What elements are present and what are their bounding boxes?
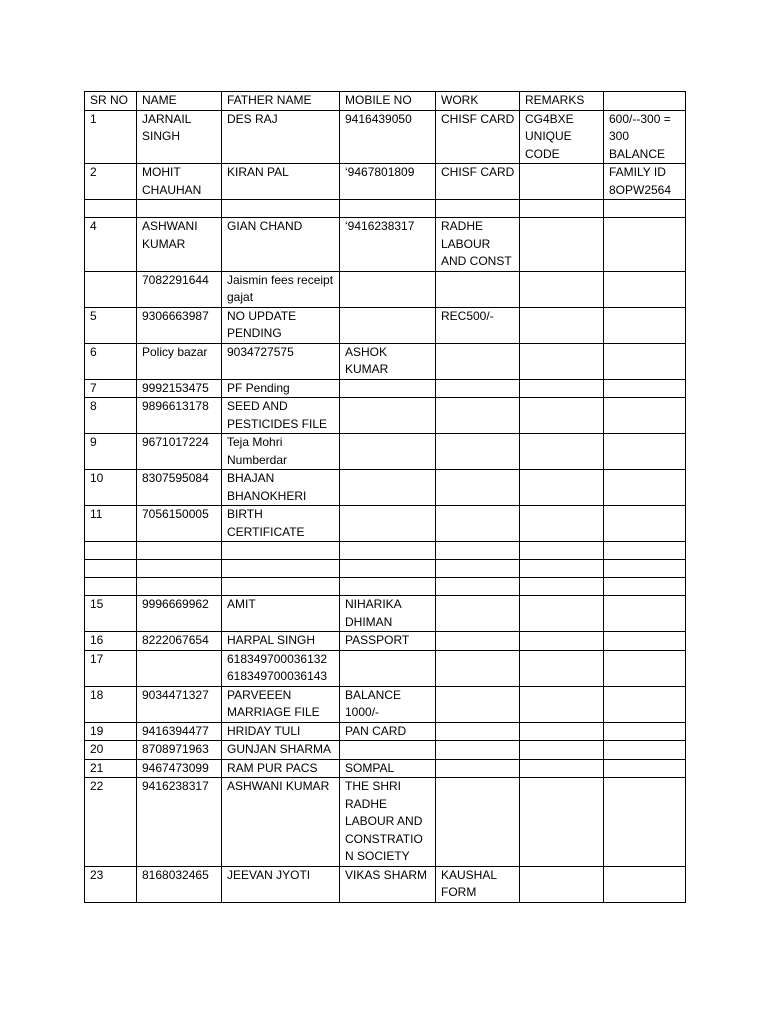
table-row (85, 343, 686, 379)
cell-name: MOHIT CHAUHAN (137, 164, 222, 200)
cell-father-name: 618349700036132 618349700036143 (222, 650, 340, 686)
cell-name: 8222067654 (137, 632, 222, 651)
cell-sr-no: 15 (85, 596, 137, 632)
table-row (85, 218, 686, 272)
cell-mobile-no (340, 578, 436, 596)
cell-sr-no: 11 (85, 506, 137, 542)
cell-name: 9896613178 (137, 398, 222, 434)
cell-work (436, 722, 520, 741)
cell-father-name (222, 542, 340, 560)
cell-father-name: RAM PUR PACS (222, 759, 340, 778)
table-row (85, 866, 686, 902)
cell-sr-no: 5 (85, 307, 137, 343)
table-row (85, 307, 686, 343)
cell-sr-no (85, 578, 137, 596)
cell-extra (604, 379, 686, 398)
cell-father-name: Jaismin fees receipt gajat (222, 271, 340, 307)
table-row (85, 271, 686, 307)
cell-work (436, 200, 520, 218)
cell-work: CHISF CARD (436, 164, 520, 200)
cell-work (436, 578, 520, 596)
cell-mobile-no (340, 271, 436, 307)
cell-extra (604, 92, 686, 111)
cell-sr-no: 7 (85, 379, 137, 398)
cell-remarks (520, 506, 604, 542)
cell-remarks (520, 778, 604, 867)
cell-remarks (520, 398, 604, 434)
cell-remarks (520, 542, 604, 560)
cell-remarks (520, 741, 604, 760)
cell-sr-no (85, 200, 137, 218)
cell-sr-no: 20 (85, 741, 137, 760)
cell-name: 8708971963 (137, 741, 222, 760)
cell-mobile-no (340, 434, 436, 470)
cell-name: 9306663987 (137, 307, 222, 343)
cell-father-name: KIRAN PAL (222, 164, 340, 200)
cell-extra (604, 596, 686, 632)
cell-work (436, 741, 520, 760)
cell-extra: FAMILY ID 8OPW2564 (604, 164, 686, 200)
cell-work: KAUSHAL FORM (436, 866, 520, 902)
cell-name: Policy bazar (137, 343, 222, 379)
cell-sr-no: 10 (85, 470, 137, 506)
cell-work (436, 271, 520, 307)
table-row (85, 578, 686, 596)
cell-mobile-no: ASHOK KUMAR (340, 343, 436, 379)
cell-sr-no: 2 (85, 164, 137, 200)
cell-extra (604, 307, 686, 343)
cell-remarks (520, 560, 604, 578)
table-row (85, 506, 686, 542)
cell-extra (604, 778, 686, 867)
cell-work (436, 632, 520, 651)
table-row (85, 379, 686, 398)
cell-sr-no (85, 560, 137, 578)
cell-sr-no: 19 (85, 722, 137, 741)
cell-extra (604, 686, 686, 722)
cell-remarks (520, 632, 604, 651)
cell-mobile-no (340, 650, 436, 686)
cell-extra (604, 578, 686, 596)
cell-name (137, 578, 222, 596)
cell-work (436, 434, 520, 470)
cell-extra (604, 343, 686, 379)
table-row (85, 686, 686, 722)
table-row (85, 632, 686, 651)
cell-sr-no (85, 542, 137, 560)
cell-father-name: BHAJAN BHANOKHERI (222, 470, 340, 506)
cell-extra: 600/--300 = 300 BALANCE (604, 110, 686, 164)
cell-extra (604, 560, 686, 578)
cell-mobile-no: PAN CARD (340, 722, 436, 741)
cell-name: NAME (137, 92, 222, 111)
table-body (85, 92, 686, 903)
cell-extra (604, 434, 686, 470)
cell-mobile-no (340, 307, 436, 343)
table-row (85, 596, 686, 632)
cell-remarks (520, 722, 604, 741)
cell-extra (604, 722, 686, 741)
cell-remarks (520, 379, 604, 398)
cell-sr-no: 8 (85, 398, 137, 434)
cell-name: 8168032465 (137, 866, 222, 902)
cell-name: 9996669962 (137, 596, 222, 632)
table-row (85, 110, 686, 164)
cell-work: RADHE LABOUR AND CONST (436, 218, 520, 272)
cell-mobile-no: THE SHRI RADHE LABOUR AND CONSTRATION SOCIETY (340, 778, 436, 867)
cell-name: 9034471327 (137, 686, 222, 722)
table-row (85, 542, 686, 560)
cell-name (137, 560, 222, 578)
cell-mobile-no (340, 741, 436, 760)
cell-work: REC500/- (436, 307, 520, 343)
cell-mobile-no (340, 200, 436, 218)
cell-mobile-no: NIHARIKA DHIMAN (340, 596, 436, 632)
cell-sr-no: 4 (85, 218, 137, 272)
cell-extra (604, 741, 686, 760)
cell-name (137, 650, 222, 686)
cell-mobile-no (340, 398, 436, 434)
cell-father-name: NO UPDATE PENDING (222, 307, 340, 343)
cell-father-name: Teja Mohri Numberdar (222, 434, 340, 470)
cell-name: ASHWANI KUMAR (137, 218, 222, 272)
cell-remarks (520, 434, 604, 470)
cell-extra (604, 866, 686, 902)
table-row (85, 722, 686, 741)
cell-mobile-no (340, 379, 436, 398)
cell-remarks (520, 596, 604, 632)
header-row (85, 92, 686, 111)
cell-extra (604, 506, 686, 542)
cell-sr-no: 9 (85, 434, 137, 470)
cell-father-name: HRIDAY TULI (222, 722, 340, 741)
cell-extra (604, 542, 686, 560)
cell-mobile-no: PASSPORT (340, 632, 436, 651)
cell-sr-no: 22 (85, 778, 137, 867)
table-row (85, 398, 686, 434)
cell-extra (604, 271, 686, 307)
cell-father-name: ASHWANI KUMAR (222, 778, 340, 867)
cell-sr-no: 1 (85, 110, 137, 164)
cell-work (436, 506, 520, 542)
cell-mobile-no (340, 470, 436, 506)
cell-work (436, 560, 520, 578)
cell-remarks (520, 200, 604, 218)
cell-name: 9416394477 (137, 722, 222, 741)
cell-work (436, 470, 520, 506)
cell-remarks: REMARKS (520, 92, 604, 111)
cell-work (436, 650, 520, 686)
cell-father-name: BIRTH CERTIFICATE (222, 506, 340, 542)
cell-mobile-no: BALANCE 1000/- (340, 686, 436, 722)
cell-sr-no: 17 (85, 650, 137, 686)
cell-sr-no: 16 (85, 632, 137, 651)
cell-work (436, 759, 520, 778)
cell-work (436, 398, 520, 434)
cell-work (436, 596, 520, 632)
cell-father-name: DES RAJ (222, 110, 340, 164)
cell-name: 7056150005 (137, 506, 222, 542)
cell-mobile-no: SOMPAL (340, 759, 436, 778)
table-row (85, 650, 686, 686)
cell-father-name: HARPAL SINGH (222, 632, 340, 651)
cell-father-name: 9034727575 (222, 343, 340, 379)
table-row (85, 778, 686, 867)
cell-extra (604, 218, 686, 272)
cell-mobile-no (340, 560, 436, 578)
table-row (85, 470, 686, 506)
table-row (85, 560, 686, 578)
cell-mobile-no: VIKAS SHARM (340, 866, 436, 902)
cell-name: 9467473099 (137, 759, 222, 778)
cell-work (436, 343, 520, 379)
records-table (84, 91, 686, 903)
table-row (85, 164, 686, 200)
cell-work (436, 379, 520, 398)
cell-sr-no: 18 (85, 686, 137, 722)
cell-mobile-no: ‘9416238317 (340, 218, 436, 272)
cell-remarks (520, 759, 604, 778)
cell-father-name (222, 200, 340, 218)
table-row (85, 759, 686, 778)
cell-extra (604, 398, 686, 434)
cell-extra (604, 200, 686, 218)
cell-father-name: GIAN CHAND (222, 218, 340, 272)
cell-name: 9992153475 (137, 379, 222, 398)
cell-remarks (520, 164, 604, 200)
cell-sr-no (85, 271, 137, 307)
cell-sr-no: 21 (85, 759, 137, 778)
cell-work: WORK (436, 92, 520, 111)
cell-sr-no: 23 (85, 866, 137, 902)
cell-work: CHISF CARD (436, 110, 520, 164)
cell-remarks (520, 218, 604, 272)
cell-father-name: PARVEEEN MARRIAGE FILE (222, 686, 340, 722)
cell-extra (604, 759, 686, 778)
cell-sr-no: SR NO (85, 92, 137, 111)
cell-mobile-no: MOBILE NO (340, 92, 436, 111)
cell-father-name: FATHER NAME (222, 92, 340, 111)
cell-work (436, 542, 520, 560)
cell-mobile-no (340, 542, 436, 560)
cell-name: 7082291644 (137, 271, 222, 307)
cell-name (137, 542, 222, 560)
cell-remarks (520, 343, 604, 379)
cell-father-name: JEEVAN JYOTI (222, 866, 340, 902)
cell-extra (604, 650, 686, 686)
cell-mobile-no: 9416439050 (340, 110, 436, 164)
cell-father-name (222, 560, 340, 578)
cell-sr-no: 6 (85, 343, 137, 379)
cell-mobile-no (340, 506, 436, 542)
cell-remarks: CG4BXE UNIQUE CODE (520, 110, 604, 164)
cell-name (137, 200, 222, 218)
cell-name: 8307595084 (137, 470, 222, 506)
table-row (85, 434, 686, 470)
cell-father-name: SEED AND PESTICIDES FILE (222, 398, 340, 434)
cell-father-name (222, 578, 340, 596)
cell-extra (604, 632, 686, 651)
cell-father-name: GUNJAN SHARMA (222, 741, 340, 760)
cell-remarks (520, 307, 604, 343)
cell-remarks (520, 686, 604, 722)
cell-remarks (520, 271, 604, 307)
cell-father-name: PF Pending (222, 379, 340, 398)
cell-name: 9671017224 (137, 434, 222, 470)
cell-remarks (520, 650, 604, 686)
cell-mobile-no: ‘9467801809 (340, 164, 436, 200)
table-row (85, 200, 686, 218)
cell-remarks (520, 866, 604, 902)
cell-work (436, 778, 520, 867)
table-row (85, 741, 686, 760)
cell-father-name: AMIT (222, 596, 340, 632)
cell-remarks (520, 578, 604, 596)
cell-name: JARNAIL SINGH (137, 110, 222, 164)
cell-name: 9416238317 (137, 778, 222, 867)
cell-work (436, 686, 520, 722)
cell-extra (604, 470, 686, 506)
cell-remarks (520, 470, 604, 506)
